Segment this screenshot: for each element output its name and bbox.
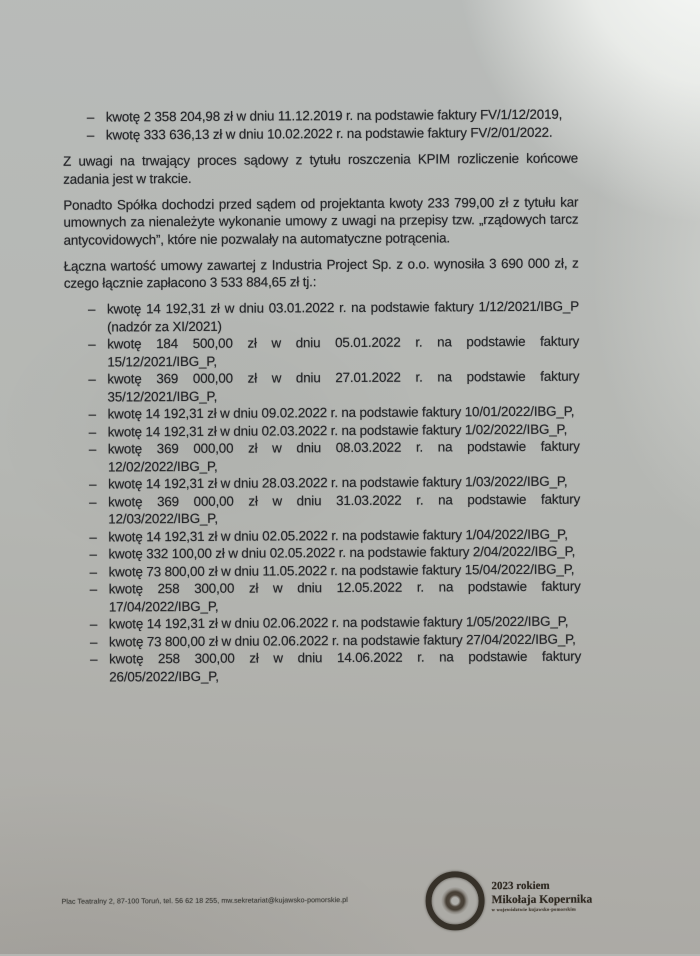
payment-list-item [63,123,578,144]
payment-list-item [64,333,579,371]
dash-bullet: – [89,529,97,545]
payment-item-text: kwotę 332 100,00 zł w dniu 02.05.2022 r. na podstawie faktury 2/04/2022/IBG_P, [108,543,576,562]
dash-bullet: – [89,494,97,510]
payment-list-item [66,648,581,686]
paragraph-court-process: Z uwagi na trwający proces sądowy z tytułu roszczenia KPIM rozliczenie końcowe zadania jest w trakcie. [63,150,579,187]
dash-bullet: – [88,336,96,352]
payment-item-text: kwotę 14 192,31 zł w dniu 02.05.2022 r. na podstawie faktury 1/04/2022/IBG_P, [108,526,568,544]
dash-bullet: – [88,441,97,457]
dash-bullet: – [88,371,96,387]
dash-bullet: – [88,424,97,440]
payment-item-text: kwotę 333 636,13 zł w dniu 10.02.2022 r. na podstawie faktury FV/2/01/2022. [105,124,553,142]
paragraph-contract-penalties: Ponadto Spółka dochodzi przed sądem od projektanta kwoty 233 799,00 zł z tytułu kar umownych za nienależyte wykonanie umowy z uwagi na przepisy tzw. „rządowych tarcz antycovidowych”, które nie pozwalały na automatyczne potrącenia. [63,194,579,248]
logo-year-line: 2023 rokiem [491,879,550,893]
document-body [63,106,582,695]
footer-address-line: Plac Teatralny 2, 87-100 Toruń, tel. 56 62 18 255, mw.sekretariat@kujawsko-pomorskie.pl [61,897,348,906]
dash-bullet: – [88,476,97,492]
payment-item-text: kwotę 73 800,00 zł w dniu 11.05.2022 r. na podstawie faktury 15/04/2022/IBG_P, [108,561,575,579]
contract-payment-list [64,298,581,686]
logo-name-line: Mikołaja Kopernika [491,893,593,907]
payment-item-text: kwotę 369 000,00 zł w dniu 08.03.2022 r. na podstawie faktury 12/02/2022/IBG_P, [107,438,580,474]
payment-item-text: kwotę 184 500,00 zł w dniu 05.01.2022 r. na podstawie faktury 15/12/2021/IBG_P, [107,333,580,369]
payment-list-item [65,490,580,528]
payment-item-text: kwotę 14 192,31 zł w dniu 02.03.2022 r. na podstawie faktury 1/02/2022/IBG_P, [107,421,568,439]
dash-bullet: – [88,406,96,422]
logo-subtitle-line: w województwie kujawsko-pomorskim [491,906,576,913]
payment-list-item [64,368,579,406]
dash-bullet: – [86,127,95,143]
payment-list-item [64,298,579,336]
payment-item-text: kwotę 369 000,00 zł w dniu 31.03.2022 r. na podstawie faktury 12/03/2022/IBG_P, [108,491,581,527]
payment-item-text: kwotę 14 192,31 zł w dniu 03.01.2022 r. na podstawie faktury 1/12/2021/IBG_P (nadzór za XI/2021) [106,298,580,334]
copernicus-anniversary-logo-text [491,880,592,914]
payment-item-text: kwotę 258 300,00 zł w dniu 14.06.2022 r. na podstawie faktury 26/05/2022/IBG_P, [109,648,582,684]
dash-bullet: – [90,651,98,667]
dash-bullet: – [87,301,96,317]
dash-bullet: – [89,581,98,597]
payment-item-text: kwotę 369 000,00 zł w dniu 27.01.2022 r. na podstawie faktury 35/12/2021/IBG_P, [107,368,580,404]
payment-item-text: kwotę 258 300,00 zł w dniu 12.05.2022 r. na podstawie faktury 17/04/2022/IBG_P, [108,578,581,614]
dash-bullet: – [89,616,98,632]
dash-bullet: – [89,546,97,562]
dash-bullet: – [89,564,97,580]
payment-item-text: kwotę 14 192,31 zł w dniu 28.03.2022 r. na podstawie faktury 1/03/2022/IBG_P, [107,473,568,492]
dash-bullet: – [86,109,95,125]
paragraph-contract-value: Łączna wartość umowy zawartej z Industria Project Sp. z o.o. wynosiła 3 690 000 zł, z czego łącznie zapłacono 3 533 884,65 zł tj.: [63,255,579,291]
payment-list-item [66,578,581,616]
payment-list-item [65,438,580,476]
payment-item-text: kwotę 14 192,31 zł w dniu 09.02.2022 r. na podstawie faktury 10/01/2022/IBG_P, [107,403,575,422]
intro-payment-list [63,106,578,144]
copernicus-anniversary-logo-icon [425,871,484,930]
payment-item-text: kwotę 14 192,31 zł w dniu 02.06.2022 r. na podstawie faktury 1/05/2022/IBG_P, [108,613,569,632]
dash-bullet: – [89,634,98,650]
payment-item-text: kwotę 73 800,00 zł w dniu 02.06.2022 r. na podstawie faktury 27/04/2022/IBG_P, [108,631,576,649]
payment-item-text: kwotę 2 358 204,98 zł w dniu 11.12.2019 r. na podstawie faktury FV/1/12/2019, [105,106,563,125]
